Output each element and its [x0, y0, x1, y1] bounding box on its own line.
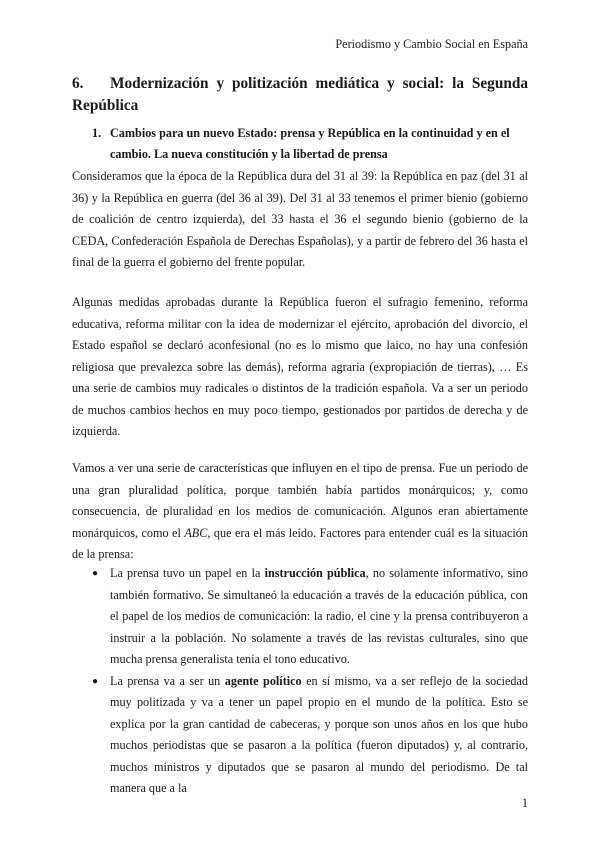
list-item-text: La prensa va a ser un	[110, 673, 225, 688]
subsection-number: 1.	[92, 126, 102, 140]
list-item-text: , no solamente informativo, sino también formativo. Se simultaneó la educación a través de la educación pública, con el papel de los medios de comunicación: la radio, el cine y la prensa contribuyeron a instruir a la población. No solamente a través de las revistas culturales, sino que mucha prensa generalista tenía el tono educativo.	[110, 566, 528, 666]
paragraph-text: , que era el más leído. Factores para entender cuál es la situación de la prensa:	[72, 525, 528, 561]
paragraph-text: Vamos a ver una serie de características que influyen en el tipo de prensa. Fue un periodo de una gran pluralidad política, porque también había partidos monárquicos; y, como consecuencia, de pluralidad en los medios de comunicación. Algunos eran abiertamente monárquicos, como el	[72, 461, 528, 540]
paragraph-republic-measures: Algunas medidas aprobadas durante la República fueron el sufragio femenino, reforma educativa, reforma militar con la idea de modernizar el ejército, aprobación del divorcio, el Estado español se declaró aconfesional (no es lo mismo que laico, no hay una confesión religiosa que prevalezca sobre las demás), reforma agraria (expropiación de tierras), … Es una serie de cambios muy radicales o distintos de la tradición española. Va a ser un periodo de muchos cambios hechos en muy poco tiempo, gestionados por partidos de derecha y de izquierda.	[72, 295, 528, 438]
subsection-heading	[92, 123, 528, 165]
list-item-text: en sí mismo, va a ser reflejo de la sociedad muy politizada y va a tener un papel propio en el mundo de la política. Esto se explica por la gran cantidad de cabeceras, y porque son unos años en los que hubo muchos periodistas que se pasaron a la política (fueron diputados) y, al contrario, muchos ministros y diputados que se pasaron al mundo del periodismo. De tal manera que a la	[110, 673, 528, 795]
newspaper-title: ABC	[184, 525, 208, 540]
section-number: 6.	[72, 75, 84, 92]
list-item-keyword: instrucción pública	[264, 566, 366, 580]
list-item-text: La prensa tuvo un papel en la	[110, 566, 265, 580]
page-number: 1	[521, 796, 528, 810]
bullet-icon: ●	[92, 568, 99, 579]
paragraph-republic-periods: Consideramos que la época de la República dura del 31 al 39: la República en paz (del 31 al 36) y la República en guerra (del 36 al 39). Del 31 al 33 tenemos el primer bienio (gobierno de coalición de centro izquierda), del 33 hasta el 36 el segundo bienio (gobierno de la CEDA, Confederación Española de Derechas Españolas), y a partir de febrero del 36 hasta el final de la guerra el gobierno del frente popular.	[72, 169, 528, 269]
section-heading	[72, 73, 528, 117]
list-item-keyword: agente político	[224, 673, 302, 688]
list-item	[72, 563, 528, 671]
paragraph-press-characteristics	[72, 458, 528, 566]
list-item	[72, 671, 528, 800]
subsection-title: Cambios para un nuevo Estado: prensa y República en la continuidad y en el cambio. La nueva constitución y la libertad de prensa	[110, 126, 510, 161]
factors-list	[72, 563, 528, 800]
section-title: Modernización y politización mediática y social: la Segunda República	[72, 75, 528, 114]
running-header: Periodismo y Cambio Social en España	[335, 37, 528, 51]
bullet-icon: ●	[92, 675, 99, 687]
